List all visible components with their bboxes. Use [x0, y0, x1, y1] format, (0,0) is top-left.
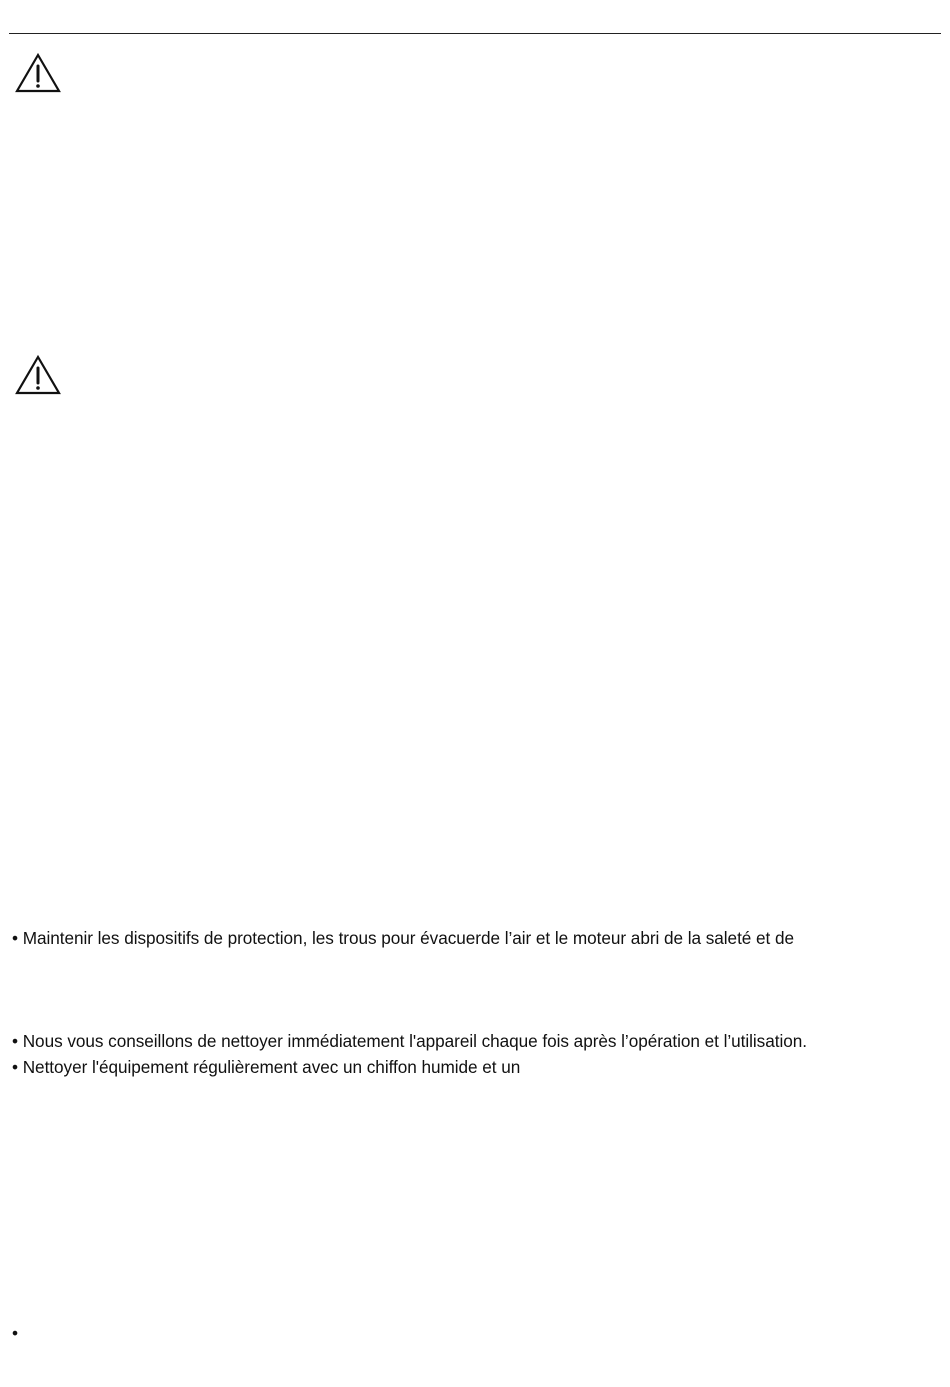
warning-triangle-icon: [14, 354, 62, 396]
top-divider: [9, 33, 941, 34]
warning-triangle-icon: [14, 52, 62, 94]
bullet-clean-regularly: • Nettoyer l'équipement régulièrement avec un chiffon humide et un: [12, 1057, 521, 1077]
bullet-empty: •: [12, 1323, 18, 1343]
bullet-clean-after-use: • Nous vous conseillons de nettoyer immédiatement l'appareil chaque fois après l’opération et l’utilisation.: [12, 1031, 807, 1051]
bullet-protection: • Maintenir les dispositifs de protection, les trous pour évacuerde l’air et le moteur abri de la saleté et de: [12, 928, 795, 948]
